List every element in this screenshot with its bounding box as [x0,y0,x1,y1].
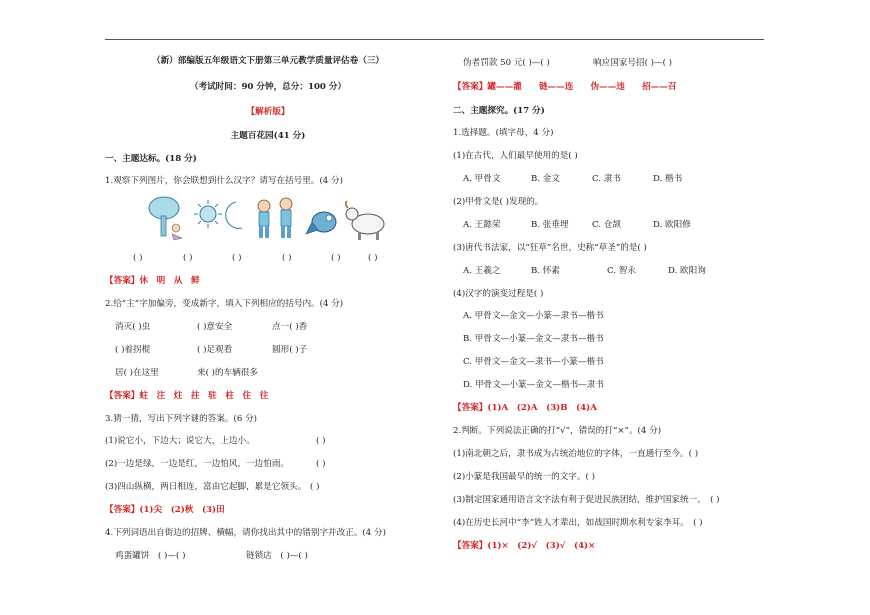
q4-item: 响应国家号招( )—( ) [593,58,673,68]
mc-option[interactable]: C. 仓颉 [592,220,621,230]
answer-tag: 【答案】 [105,276,140,286]
tf-answer: 【答案】(1)× (2)√ (3)√ (4)× [453,541,596,551]
exam-info: （考试时间：90 分钟，总分：100 分） [189,82,347,92]
answer-tag: 【答案】 [105,505,140,515]
tf-item: (4)在历史长河中“李”姓人才辈出，如战国时期水利专家李耳。 ( ) [453,518,703,528]
mc-option[interactable]: B. 怀素 [531,266,560,276]
q2-item: 来( )的车辆很多 [197,368,258,378]
sun-icon [194,200,222,228]
mc-question: (3)唐代书法家，以“狂草”名世，史称“草圣”的是( ) [453,243,647,253]
mc-option[interactable]: D. 欧阳修 [653,220,691,230]
q2-stem: 2.给“主”字加偏旁，变成新字，填入下列相应的括号内。(4 分) [105,299,344,309]
fish-icon [306,212,336,234]
q2-item: ( )意安全 [197,322,233,332]
part2-heading: 二、主题探究。(17 分) [453,106,545,116]
mc-answer: 【答案】(1)A (2)A (3)B (4)A [453,403,597,413]
mc-option[interactable]: A. 甲骨文—金文—小篆—隶书—楷书 [463,311,604,321]
exam-title: （新）部编版五年级语文下册第三单元教学质量评估卷（三） [151,56,385,66]
answer-tag: 【答案】 [453,541,488,551]
two-people-icon [258,198,292,238]
q1-blank[interactable]: ( ) [368,253,378,263]
q3-blank[interactable]: ( ) [316,436,326,446]
tf-item: (3)制定国家通用语言文字法有利于促进民族团结，维护国家统一。 ( ) [453,495,720,505]
q3-riddle: (2)一边是绿，一边是红，一边怕风，一边怕雨。 [105,459,290,469]
tf-item: (2)小篆是我国最早的统一的文字。( ) [453,472,595,482]
answer-tag: 【答案】 [453,82,488,92]
q4-item: 链锁店 ( )—( ) [246,551,308,561]
mc-option[interactable]: C. 隶书 [592,174,621,184]
sheep-icon [346,201,384,240]
q1-answer: 【答案】休 明 从 鲜 [105,276,200,286]
q1-blank[interactable]: ( ) [232,253,242,263]
q2-item: 点一( )香 [272,322,308,332]
q3-stem: 3.猜一猜，写出下列字谜的答案。(6 分) [105,414,258,424]
q4-stem: 4.下列词语出自街边的招牌、横幅，请你找出其中的错别字并改正。(4 分) [105,528,386,538]
tf-item: (1)南北朝之后，隶书成为占统治地位的字体，一直通行至今。( ) [453,449,699,459]
moon-icon [226,202,242,228]
mc-question: (1)在古代，人们最早使用的是( ) [453,151,578,161]
answer-tag: 【答案】 [105,391,140,401]
header-rule [105,39,764,40]
answer-tag: 【答案】 [453,403,488,413]
part1-heading: 一、主题达标。(18 分) [105,154,197,164]
version-label: 【解析版】 [246,107,290,117]
mc-option[interactable]: C. 智永 [607,266,636,276]
mc-option[interactable]: D. 甲骨文—小篆—金文—楷书—隶书 [463,380,604,390]
q4-answer: 【答案】罐——灌 链——连 伪——违 招——召 [453,82,677,92]
q1-blank[interactable]: ( ) [331,253,341,263]
q2-item: 消灭( )虫 [115,322,151,332]
q2-item: ( )足观看 [197,345,233,355]
q2-item: 居( )在这里 [115,368,159,378]
mc-option[interactable]: D. 楷书 [653,174,683,184]
mc-question: (2)甲骨文是( )发现的。 [453,197,544,207]
q3-riddle: (1)说它小，下边大；说它大，上边小。 [105,436,255,446]
q3-blank[interactable]: ( ) [316,459,326,469]
q2-item: ( )着拐棍 [115,345,151,355]
mc-option[interactable]: B. 甲骨文—小篆—金文—隶书—楷书 [463,334,604,344]
q1-blank[interactable]: ( ) [133,253,143,263]
q3-riddle: (3)四山纵横，两日相连，富由它起脚，累是它领头。 [105,482,307,492]
mc-option[interactable]: A. 王懿荣 [463,220,501,230]
q4-item: 伪者罚款 50 元( )—( ) [463,58,550,68]
q4-item: 鸡蛋罐饼 ( )—( ) [115,551,186,561]
mc-option[interactable]: B. 张垂埋 [531,220,569,230]
mc-option[interactable]: B. 金文 [531,174,560,184]
mc-option[interactable]: A. 甲骨文 [463,174,501,184]
q1-blank[interactable]: ( ) [183,253,193,263]
q3-answer: 【答案】(1)尖 (2)秋 (3)田 [105,505,225,515]
q1-pictures [146,194,394,244]
mc-option[interactable]: A. 王羲之 [463,266,501,276]
mc-question: (4)汉字的演变过程是( ) [453,289,544,299]
mc-stem: 1.选择题。(填字母，4 分) [453,128,554,138]
section-title: 主题百花园(41 分) [230,131,306,141]
mc-option[interactable]: C. 甲骨文—金文—隶书—小篆—楷书 [463,357,604,367]
q3-blank[interactable]: ( ) [310,482,320,492]
q2-item: 圆形( )子 [272,345,308,355]
tf-stem: 2.判断。下列说法正确的打“√”，错误的打“×”。(4 分) [453,426,662,436]
q2-answer: 【答案】蛀 注 炷 拄 驻 柱 住 往 [105,391,269,401]
q1-blank[interactable]: ( ) [282,253,292,263]
mc-option[interactable]: D. 欧阳询 [668,266,706,276]
q1-stem: 1.观察下列图片，你会联想到什么汉字？请写在括号里。(4 分) [105,176,343,186]
tree-person-icon [149,197,182,240]
